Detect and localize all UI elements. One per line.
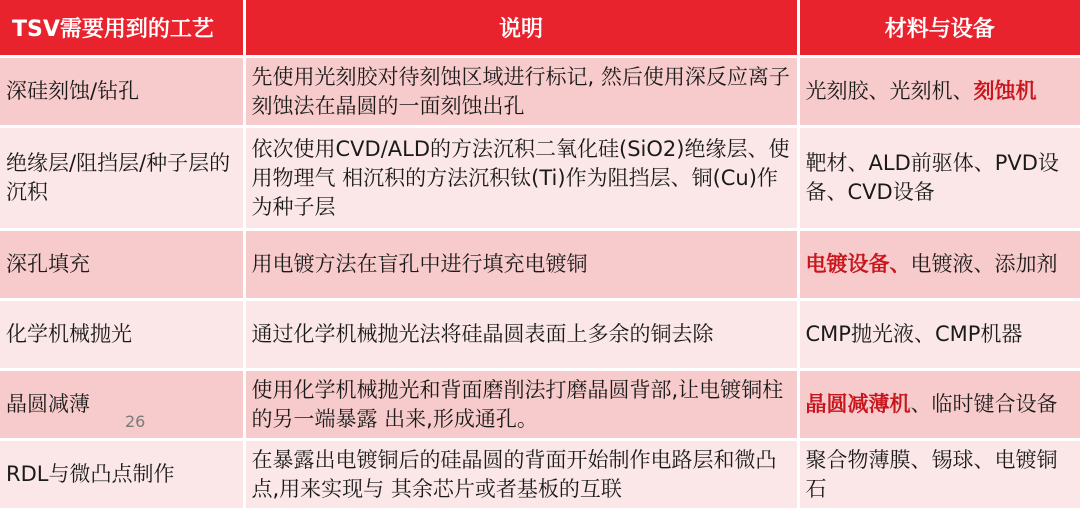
header-row	[0, 0, 1080, 57]
header-materials: 材料与设备	[798, 0, 1080, 57]
materials-cell	[798, 300, 1080, 370]
materials-text: 靶材、ALD前驱体、PVD设备、CVD设备	[805, 151, 1059, 204]
description-cell: 通过化学机械抛光法将硅晶圆表面上多余的铜去除	[244, 300, 798, 370]
materials-text: 聚合物薄膜、锡球、电镀铜石	[805, 447, 1058, 501]
header-process: TSV需要用到的工艺	[0, 0, 244, 57]
description-cell: 依次使用CVD/ALD的方法沉积二氧化硅(SiO2)绝缘层、使用物理气 相沉积的方法沉积钛(Ti)作为阻挡层、铜(Cu)作为种子层	[244, 127, 798, 230]
page-number: 26	[125, 412, 146, 431]
table-row	[0, 230, 1080, 300]
process-cell: 绝缘层/阻挡层/种子层的沉积	[0, 127, 244, 230]
table-row	[0, 440, 1080, 510]
materials-highlight: 晶圆减薄机	[805, 392, 911, 416]
description-cell: 先使用光刻胶对待刻蚀区域进行标记, 然后使用深反应离子刻蚀法在晶圆的一面刻蚀出孔	[244, 57, 798, 127]
description-cell: 用电镀方法在盲孔中进行填充电镀铜	[244, 230, 798, 300]
description-cell: 使用化学机械抛光和背面磨削法打磨晶圆背部,让电镀铜柱的另一端暴露 出来,形成通孔。	[244, 370, 798, 440]
materials-text: 光刻胶、光刻机、	[805, 79, 974, 103]
materials-cell	[798, 370, 1080, 440]
table-row	[0, 300, 1080, 370]
materials-cell	[798, 127, 1080, 230]
materials-highlight: 电镀设备、	[805, 252, 911, 276]
materials-text-after: 电镀液、添加剂	[910, 252, 1058, 276]
process-cell: 深硅刻蚀/钻孔	[0, 57, 244, 127]
table-row	[0, 57, 1080, 127]
table-row	[0, 127, 1080, 230]
materials-cell	[798, 57, 1080, 127]
materials-highlight: 刻蚀机	[973, 79, 1037, 103]
materials-cell	[798, 230, 1080, 300]
header-description: 说明	[244, 0, 798, 57]
process-cell: 晶圆减薄	[0, 370, 244, 440]
process-cell: 化学机械抛光	[0, 300, 244, 370]
table-row	[0, 370, 1080, 440]
materials-text-after: 、临时键合设备	[910, 392, 1058, 416]
description-cell: 在暴露出电镀铜后的硅晶圆的背面开始制作电路层和微凸点,用来实现与 其余芯片或者基板的互联	[244, 440, 798, 510]
process-cell: 深孔填充	[0, 230, 244, 300]
process-cell: RDL与微凸点制作	[0, 440, 244, 510]
materials-text: CMP抛光液、CMP机器	[805, 322, 1023, 346]
materials-cell	[798, 440, 1080, 510]
